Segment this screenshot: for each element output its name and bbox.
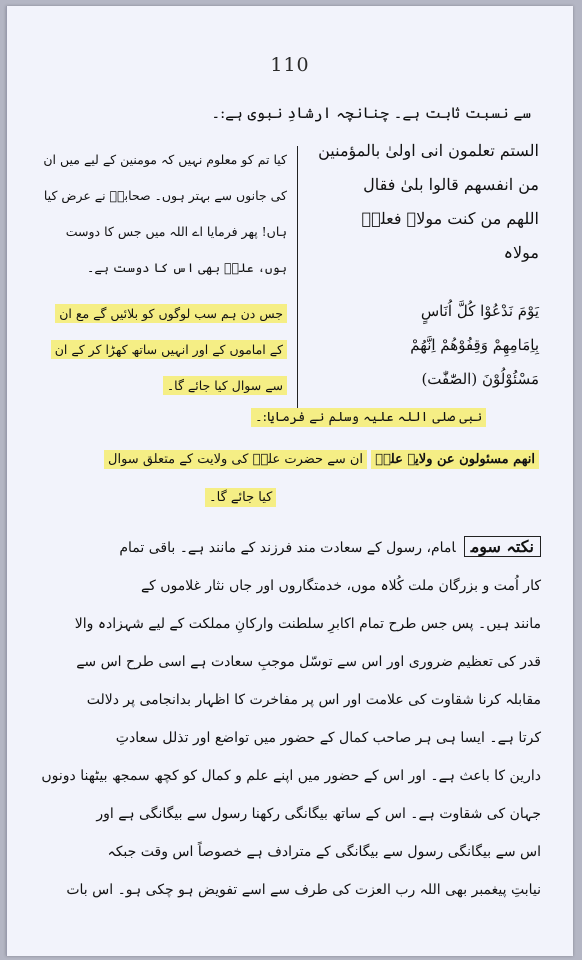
urdu-translation-column: [43, 142, 287, 404]
arabic-quote: انھم مسئولون عن ولایۃ علیؓ: [371, 450, 539, 469]
hadith-quote-line: [69, 452, 539, 467]
body-line: کار اُمت و بزرگان ملت کُلاہ موں، خدمتگاروں اور جاں نثار غلاموں کے: [140, 578, 541, 594]
arabic-line: اللھم من کنت مولاہ فعلیؓ: [361, 209, 539, 228]
body-line: دارین کا باعث ہے۔ اور اس کے حضور میں اپنے علم و کمال کو کچھ سمجھ بیٹھنا دونوں: [41, 768, 541, 784]
section-heading: نکتہ سوم: [464, 536, 541, 557]
arabic-hadith-block: [307, 134, 539, 270]
body-text: [41, 528, 541, 909]
translation-line: ہوں، علیؓ بھی اس کا دوست ہے۔: [87, 260, 287, 275]
translation-line: ہاں! پھر فرمایا اے اللہ میں جس کا دوست: [65, 224, 287, 239]
verse-line: بِاِمَامِھِمْ وَقِفُوْھُمْ اِنَّھُمْ: [410, 336, 539, 354]
arabic-line: مولاہ: [503, 243, 539, 262]
body-line: نیابتِ پیغمبر بھی اللہ رب العزت کی طرف سے اسے تفویض ہو چکی ہو۔ اس بات: [66, 882, 541, 898]
body-line: اس سے بیگانگی رسول سے بیگانگی کے مترادف ہے خصوصاً اس وقت جبکہ: [107, 844, 541, 860]
highlighted-quote-end: کیا جائے گا۔: [205, 488, 276, 507]
highlighted-translation-line: کے اماموں کے اور انہیں ساتھ کھڑا کر کے ان: [51, 340, 287, 359]
body-line: مقابلہ کرنا شقاوت کی علامت اور اس پر مفاخرت کا اظہار بدانجامی پر دلالت: [86, 692, 541, 708]
body-line: جہان کی شقاوت ہے۔ اس کے ساتھ بیگانگی رکھنا رسول سے بیگانگی ہے اور: [96, 806, 541, 822]
page-number: 110: [270, 54, 310, 76]
intro-line: سے نسبت ثابت ہے۔ چنانچہ ارشادِ نبوی ہے:۔: [211, 104, 531, 122]
body-line: مانند ہیں۔ پس جس طرح تمام اکابرِ سلطنت وارکانِ مملکت کے لیے شہزادہ والا: [74, 616, 541, 632]
arabic-line: من انفسھم قالوا بلیٰ فقال: [363, 175, 539, 194]
body-line: کرتا ہے۔ ایسا ہی ہر صاحب کمال کے حضور میں تواضع اور تذلل سعادتِ: [115, 730, 541, 746]
highlighted-translation-line: سے سوال کیا جائے گا۔: [163, 376, 287, 395]
verse-line: مَسْئُوْلُوْنَ (الصّٰفّٰت): [421, 370, 539, 388]
body-line: نکتہ سومامام، رسول کے سعادت مند فرزند کے مانند ہے۔ باقی تمام: [69, 528, 541, 567]
arabic-line: الستم تعلمون انی اولیٰ بالمؤمنین: [318, 141, 539, 160]
column-divider: [297, 146, 298, 408]
urdu-quote: ان سے حضرت علیؓ کی ولایت کے متعلق سوال: [104, 450, 367, 469]
quran-verse-block: [313, 294, 539, 396]
translation-line: کی جانوں سے بہتر ہوں۔ صحابہؓ نے عرض کیا: [43, 188, 287, 203]
highlighted-translation-line: جس دن ہم سب لوگوں کو بلائیں گے مع ان: [55, 304, 287, 323]
verse-line: یَوْمَ نَدْعُوْا کُلَّ اُنَاسٍ: [420, 302, 539, 320]
body-line: قدر کی تعظیم ضروری اور اس سے توسّل موجبِ سعادت ہے اسی طرح اس سے: [76, 654, 541, 670]
highlighted-nabi-line: نبی صلی اللہ علیہ وسلم نے فرمایا:۔: [251, 408, 486, 427]
book-page: [6, 6, 573, 956]
translation-line: کیا تم کو معلوم نہیں کہ مومنین کے لیے میں ان: [43, 152, 287, 167]
